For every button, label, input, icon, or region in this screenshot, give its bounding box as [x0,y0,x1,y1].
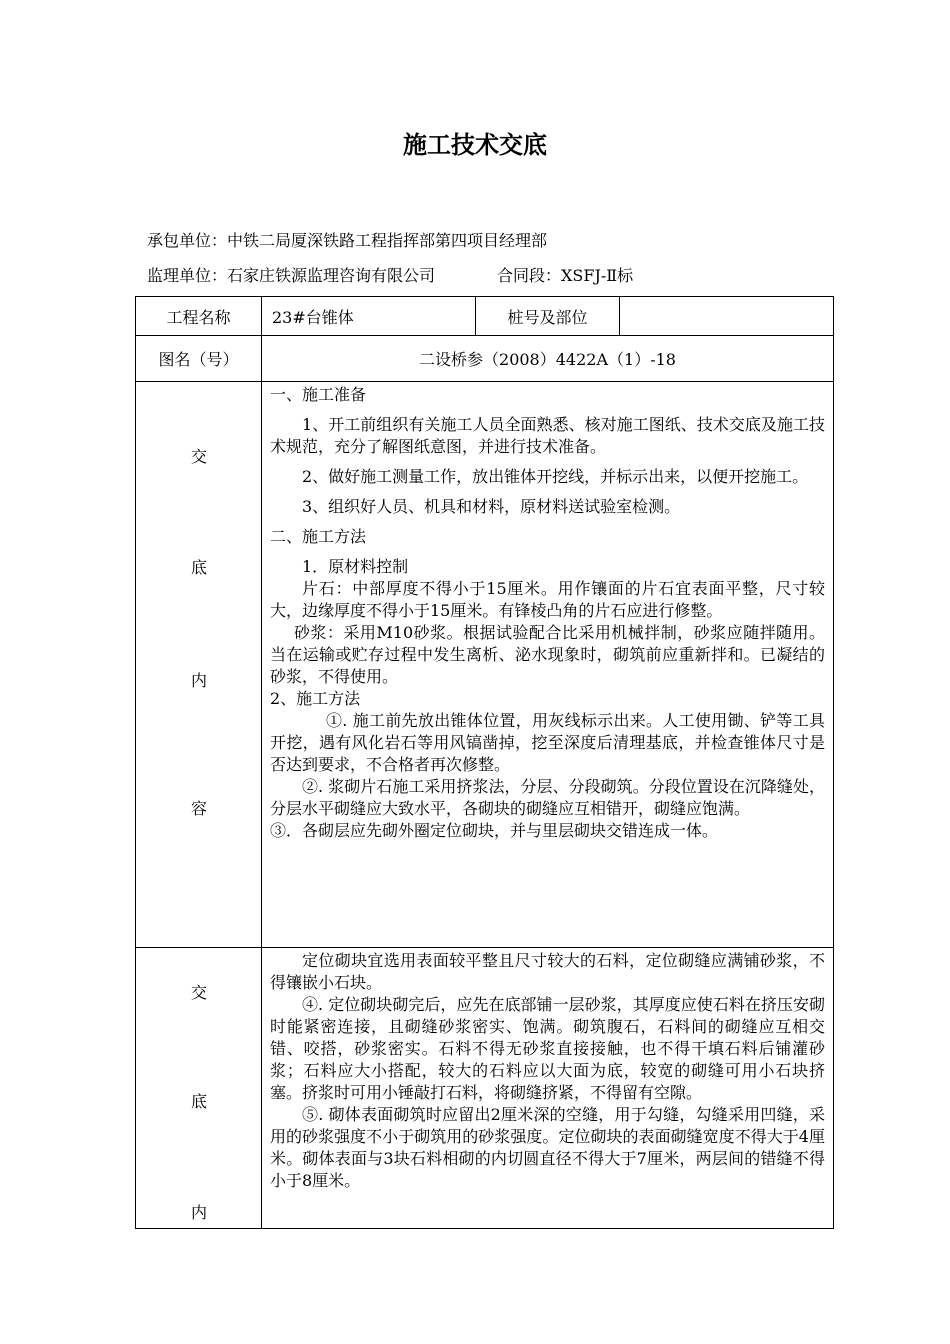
drawing-value: 二设桥参（2008）4422A（1）-18 [262,336,834,382]
side-char-di: 底 [190,1092,207,1111]
content-body-2 [262,948,834,1229]
paragraph: 3、组织好人员、机具和材料，原材料送试验室检测。 [302,497,681,516]
project-name-value: 23#台锥体 [262,297,476,336]
paragraph: 定位砌块宜选用表面较平整且尺寸较大的石料，定位砌缝应满铺砂浆，不得镶嵌小石块。 [270,951,825,992]
section-heading: 一、施工准备 [270,385,367,404]
paragraph: ⑤. 砌体表面砌筑时应留出2厘米深的空缝，用于勾缝，勾缝采用凹缝，采用的砂浆强度不小于砌筑用的砂浆强度。定位砌块的表面砌缝宽度不得大于4厘米。砌体表面与3块石料相砌的内切圆直径不得大于7厘米，两层间的错缝不得小于8厘米。 [270,1105,825,1190]
subheading: 1．原材料控制 [302,557,409,576]
contractor-line: 承包单位：中铁二局厦深铁路工程指挥部第四项目经理部 [147,231,548,250]
side-char-jiao: 交 [190,983,207,1002]
content-row-1 [136,382,834,948]
drawing-label: 图名（号） [136,336,262,382]
paragraph: 砂浆：采用M10砂浆。根据试验配合比采用机械拌制，砂浆应随拌随用。当在运输或贮存过程中发生离析、泌水现象时，砌筑前应重新拌和。已凝结的砂浆，不得使用。 [270,623,825,686]
disclosure-table-continued [135,947,834,1229]
content-row-2 [136,948,834,1229]
side-label-cell [136,948,262,1229]
project-name-label: 工程名称 [136,297,262,336]
contract-section-text: 合同段：XSFJ-Ⅱ标 [497,266,634,285]
content-body-1 [262,382,834,948]
paragraph: ①. 施工前先放出锥体位置，用灰线标示出来。人工使用锄、铲等工具开挖，遇有风化岩石等用风镐凿掉，挖至深度后清理基底，并检查锥体尺寸是否达到要求，不合格者再次修整。 [270,711,825,774]
supervisor-section-line [147,263,633,286]
supervisor-text: 监理单位：石家庄铁源监理咨询有限公司 [147,266,436,285]
project-row [136,297,834,336]
paragraph: ④. 定位砌块砌完后，应先在底部铺一层砂浆，其厚度应使石料在挤压安砌时能紧密连接，且砌缝砂浆密实、饱满。砌筑腹石，石料间的砌缝应互相交错、咬搭，砂浆密实。石料不得无砂浆直接接触，也不得干填石料后铺灌砂浆；石料应大小搭配，较大的石料应以大面为底，较宽的砌缝可用小石块挤塞。挤浆时可用小锤敲打石料，将砌缝挤紧，不得留有空隙。 [270,995,825,1102]
paragraph: 1、开工前组织有关施工人员全面熟悉、核对施工图纸、技术交底及施工技术规范，充分了解图纸意图，并进行技术准备。 [270,415,825,456]
side-char-rong: 容 [190,799,207,818]
disclosure-table [135,296,834,948]
side-label-cell [136,382,262,948]
paragraph: ②. 浆砌片石施工采用挤浆法，分层、分段砌筑。分段位置设在沉降缝处，分层水平砌缝应大致水平，各砌块的砌缝应互相错开，砌缝应饱满。 [270,777,825,818]
paragraph: ③．各砌层应先砌外圈定位砌块，并与里层砌块交错连成一体。 [270,821,719,840]
side-char-nei: 内 [190,1203,207,1222]
paragraph: 片石：中部厚度不得小于15厘米。用作镶面的片石宜表面平整，尺寸较大，边缘厚度不得小于15厘米。有锋棱凸角的片石应进行修整。 [270,579,825,620]
station-label: 桩号及部位 [476,297,620,336]
station-value [620,297,834,336]
subheading: 2、施工方法 [270,689,361,708]
document-title: 施工技术交底 [403,131,547,159]
side-char-jiao: 交 [190,447,207,466]
side-char-di: 底 [190,558,207,577]
side-char-nei: 内 [190,671,207,690]
paragraph: 2、做好施工测量工作，放出锥体开挖线，并标示出来，以便开挖施工。 [302,467,809,486]
drawing-row [136,336,834,382]
section-heading: 二、施工方法 [270,527,367,546]
